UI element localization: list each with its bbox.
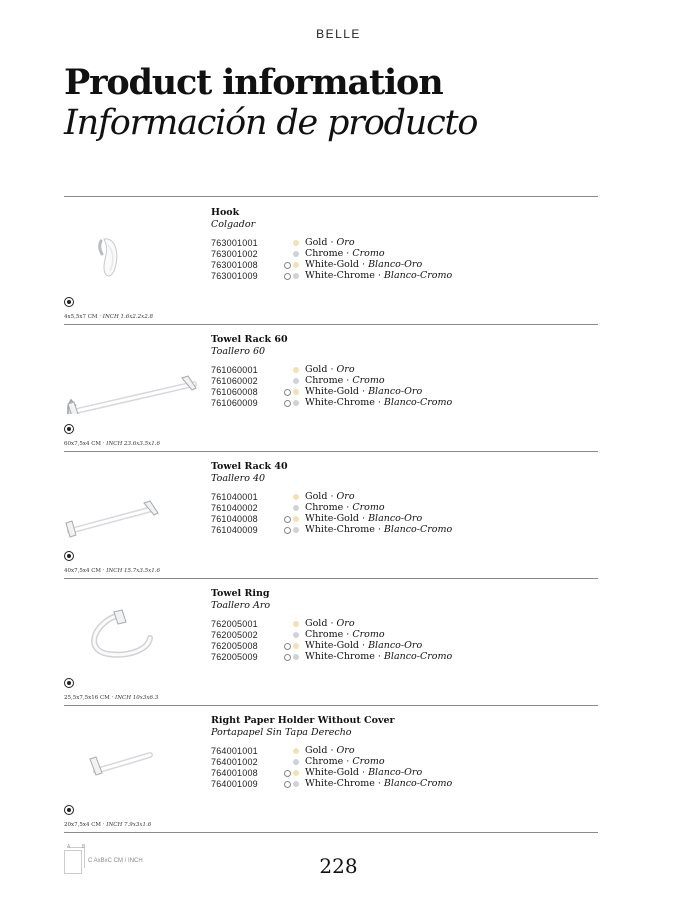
variant-name: Gold · Oro [305,237,355,248]
product-code: 763001002 [211,249,258,259]
chrome-swatch-icon [293,632,299,638]
product-towel-ring [64,578,598,705]
gold-swatch-icon [293,494,299,500]
wall-mount-icon [64,678,74,688]
divider [64,832,598,833]
product-name-spanish: Colgador [211,219,256,230]
variant-name: Gold · Oro [305,364,355,375]
product-code: 764001008 [211,768,258,778]
product-code: 764001009 [211,779,258,789]
product-code: 761060009 [211,398,258,408]
variant-list [211,492,511,536]
dimensions: 20x7,5x4 CM · INCH 7.9x3x1.6 [64,822,152,828]
variant-row [211,779,511,790]
wall-mount-icon [64,424,74,434]
white-swatch-icon [284,781,291,788]
hook-product-image [64,207,204,287]
page-title-spanish: Información de producto [64,103,478,143]
towel-rack-40-image [64,461,204,541]
product-towel-rack-40 [64,451,598,578]
gold-swatch-icon [293,516,299,522]
gold-swatch-icon [293,643,299,649]
paper-holder-image [64,715,204,795]
dimensions: 60x7,5x4 CM · INCH 23.6x3.5x1.6 [64,441,160,447]
product-code: 762005002 [211,630,258,640]
product-code: 762005001 [211,619,258,629]
product-code: 761040008 [211,514,258,524]
wall-mount-icon [64,805,74,815]
variant-list [211,619,511,663]
dimensions: 25,5x7,5x16 CM · INCH 10x3x6.3 [64,695,159,701]
variant-name: White-Gold · Blanco-Oro [305,259,423,270]
variant-name: White-Chrome · Blanco-Cromo [305,397,453,408]
variant-name: White-Gold · Blanco-Oro [305,386,423,397]
chrome-swatch-icon [293,378,299,384]
variant-name: Chrome · Cromo [305,248,385,259]
product-name-spanish: Toallero 60 [211,346,266,357]
gold-swatch-icon [293,367,299,373]
white-swatch-icon [284,527,291,534]
wall-mount-icon [64,551,74,561]
product-towel-rack-60 [64,324,598,451]
chrome-swatch-icon [293,400,299,406]
gold-swatch-icon [293,389,299,395]
product-name-spanish: Toallero 40 [211,473,266,484]
gold-swatch-icon [293,748,299,754]
product-name: Towel Ring [211,588,270,599]
legend-corner-a: A [67,844,71,850]
product-code: 761040001 [211,492,258,502]
product-code: 763001009 [211,271,258,281]
product-hook [64,197,598,324]
legend-corner-b: B [82,844,86,850]
product-name-spanish: Portapapel Sin Tapa Derecho [211,727,352,738]
product-code: 763001001 [211,238,258,248]
variant-name: Gold · Oro [305,745,355,756]
white-swatch-icon [284,389,291,396]
white-swatch-icon [284,516,291,523]
product-code: 761040002 [211,503,258,513]
variant-name: White-Gold · Blanco-Oro [305,767,423,778]
variant-name: Gold · Oro [305,618,355,629]
variant-name: Chrome · Cromo [305,375,385,386]
chrome-swatch-icon [293,273,299,279]
product-name: Towel Rack 60 [211,334,288,345]
variant-name: White-Chrome · Blanco-Cromo [305,270,453,281]
white-swatch-icon [284,654,291,661]
gold-swatch-icon [293,262,299,268]
variant-name: Gold · Oro [305,491,355,502]
chrome-swatch-icon [293,527,299,533]
product-name: Towel Rack 40 [211,461,288,472]
chrome-swatch-icon [293,654,299,660]
variant-list [211,746,511,790]
variant-name: White-Chrome · Blanco-Cromo [305,651,453,662]
variant-name: White-Chrome · Blanco-Cromo [305,524,453,535]
variant-name: Chrome · Cromo [305,756,385,767]
white-swatch-icon [284,770,291,777]
gold-swatch-icon [293,240,299,246]
chrome-swatch-icon [293,251,299,257]
chrome-swatch-icon [293,505,299,511]
product-code: 761040009 [211,525,258,535]
wall-mount-icon [64,297,74,307]
gold-swatch-icon [293,770,299,776]
product-name: Right Paper Holder Without Cover [211,715,395,726]
page-number: 228 [319,854,358,878]
variant-row [211,271,511,282]
product-name-spanish: Toallero Aro [211,600,271,611]
product-name: Hook [211,207,240,218]
white-swatch-icon [284,400,291,407]
white-swatch-icon [284,643,291,650]
product-code: 763001008 [211,260,258,270]
brand-name: BELLE [316,27,361,41]
towel-ring-image [64,588,204,668]
towel-rack-60-image [64,334,204,414]
variant-name: Chrome · Cromo [305,502,385,513]
variant-row [211,525,511,536]
variant-name: Chrome · Cromo [305,629,385,640]
variant-name: White-Chrome · Blanco-Cromo [305,778,453,789]
variant-row [211,652,511,663]
chrome-swatch-icon [293,759,299,765]
legend-text: C AxBxC CM / INCH [88,858,143,864]
variant-list [211,365,511,409]
product-code: 764001001 [211,746,258,756]
variant-list [211,238,511,282]
product-code: 764001002 [211,757,258,767]
variant-row [211,398,511,409]
chrome-swatch-icon [293,781,299,787]
product-code: 761060008 [211,387,258,397]
white-swatch-icon [284,273,291,280]
dimensions: 40x7,5x4 CM · INCH 15.7x3.5x1.6 [64,568,160,574]
gold-swatch-icon [293,621,299,627]
product-paper-holder [64,705,598,832]
dimensions: 4x5,5x7 CM · INCH 1.6x2.2x2.8 [64,314,153,320]
product-code: 762005008 [211,641,258,651]
product-code: 761060002 [211,376,258,386]
product-code: 762005009 [211,652,258,662]
variant-name: White-Gold · Blanco-Oro [305,640,423,651]
product-code: 761060001 [211,365,258,375]
white-swatch-icon [284,262,291,269]
variant-name: White-Gold · Blanco-Oro [305,513,423,524]
page-title: Product information [64,62,443,103]
